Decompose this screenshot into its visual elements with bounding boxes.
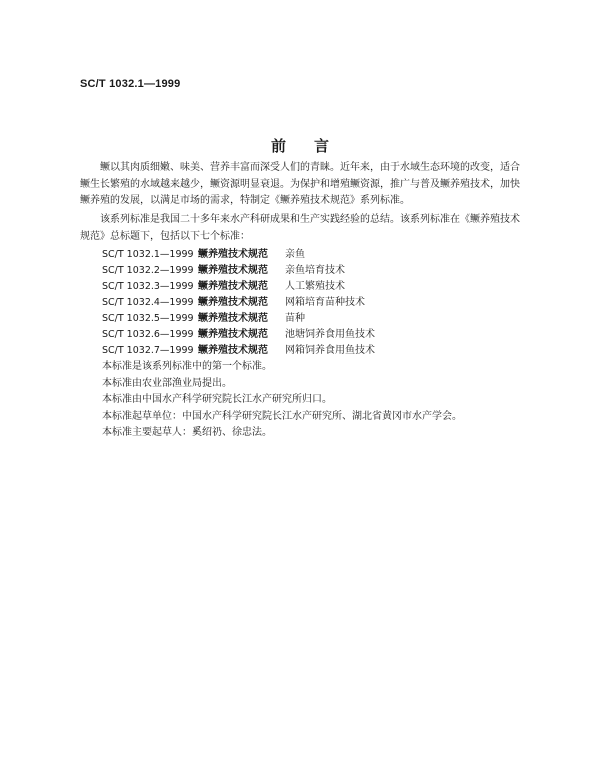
note-line: 本标准主要起草人：奚绍礽、徐忠法。 [102,427,272,438]
list-item [102,343,425,359]
note-line: 本标准起草单位：中国水产科学研究院长江水产研究所、湖北省黄冈市水产学会。 [102,410,462,422]
standard-item-series: 鳜养殖技术规范 [198,249,268,260]
list-item [102,247,425,263]
page-title: 前言 [270,137,357,155]
standard-item-code: SC/T 1032.1—1999 [102,249,194,260]
standard-item-part: 池塘饲养食用鱼技术 [285,329,375,340]
standards-list [102,247,425,359]
paragraph-series [80,212,520,245]
standard-item-code: SC/T 1032.5—1999 [102,313,194,324]
list-item [102,311,425,327]
notes-section [102,359,462,442]
standard-item-part: 亲鱼 [285,249,305,260]
standard-code: SC/T 1032.1—1999 [80,78,181,90]
note-line: 本标准是该系列标准中的第一个标准。 [102,361,272,372]
standard-item-part: 网箱培育苗种技术 [285,297,365,308]
list-item [102,279,425,295]
standard-item-series: 鳜养殖技术规范 [198,345,268,356]
standard-item-series: 鳜养殖技术规范 [198,313,268,324]
standard-item-series: 鳜养殖技术规范 [198,329,268,340]
note-line: 本标准由中国水产科学研究院长江水产研究所归口。 [102,394,332,405]
standard-item-part: 网箱饲养食用鱼技术 [285,345,375,356]
standard-item-part: 苗种 [285,313,305,324]
standard-item-series: 鳜养殖技术规范 [198,281,268,292]
paragraph-text: 该系列标准是我国二十多年来水产科研成果和生产实践经验的总结。该系列标准在《鳜养殖技术规范》总标题下，包括以下七个标准： [80,214,520,242]
list-item [102,295,425,311]
paragraph-intro [80,160,520,210]
standard-item-code: SC/T 1032.7—1999 [102,345,194,356]
standard-item-code: SC/T 1032.4—1999 [102,297,194,308]
standard-item-code: SC/T 1032.2—1999 [102,265,194,276]
standard-item-code: SC/T 1032.3—1999 [102,281,194,292]
standard-item-code: SC/T 1032.6—1999 [102,329,194,340]
standard-item-series: 鳜养殖技术规范 [198,297,268,308]
list-item [102,327,425,343]
list-item [102,263,425,279]
paragraph-text: 鳜以其肉质细嫩、味美、营养丰富而深受人们的青睐。近年来，由于水域生态环境的改变，适合鳜生长繁殖的水域越来越少，鳜资源明显衰退。为保护和增殖鳜资源，推广与普及鳜养殖技术，加快鳜养殖的发展，以满足市场的需求，特制定《鳜养殖技术规范》系列标准。 [80,162,520,206]
standard-item-part: 亲鱼培育技术 [285,265,345,276]
standard-item-series: 鳜养殖技术规范 [198,265,268,276]
standard-item-part: 人工繁殖技术 [285,281,345,292]
note-line: 本标准由农业部渔业局提出。 [102,377,232,389]
